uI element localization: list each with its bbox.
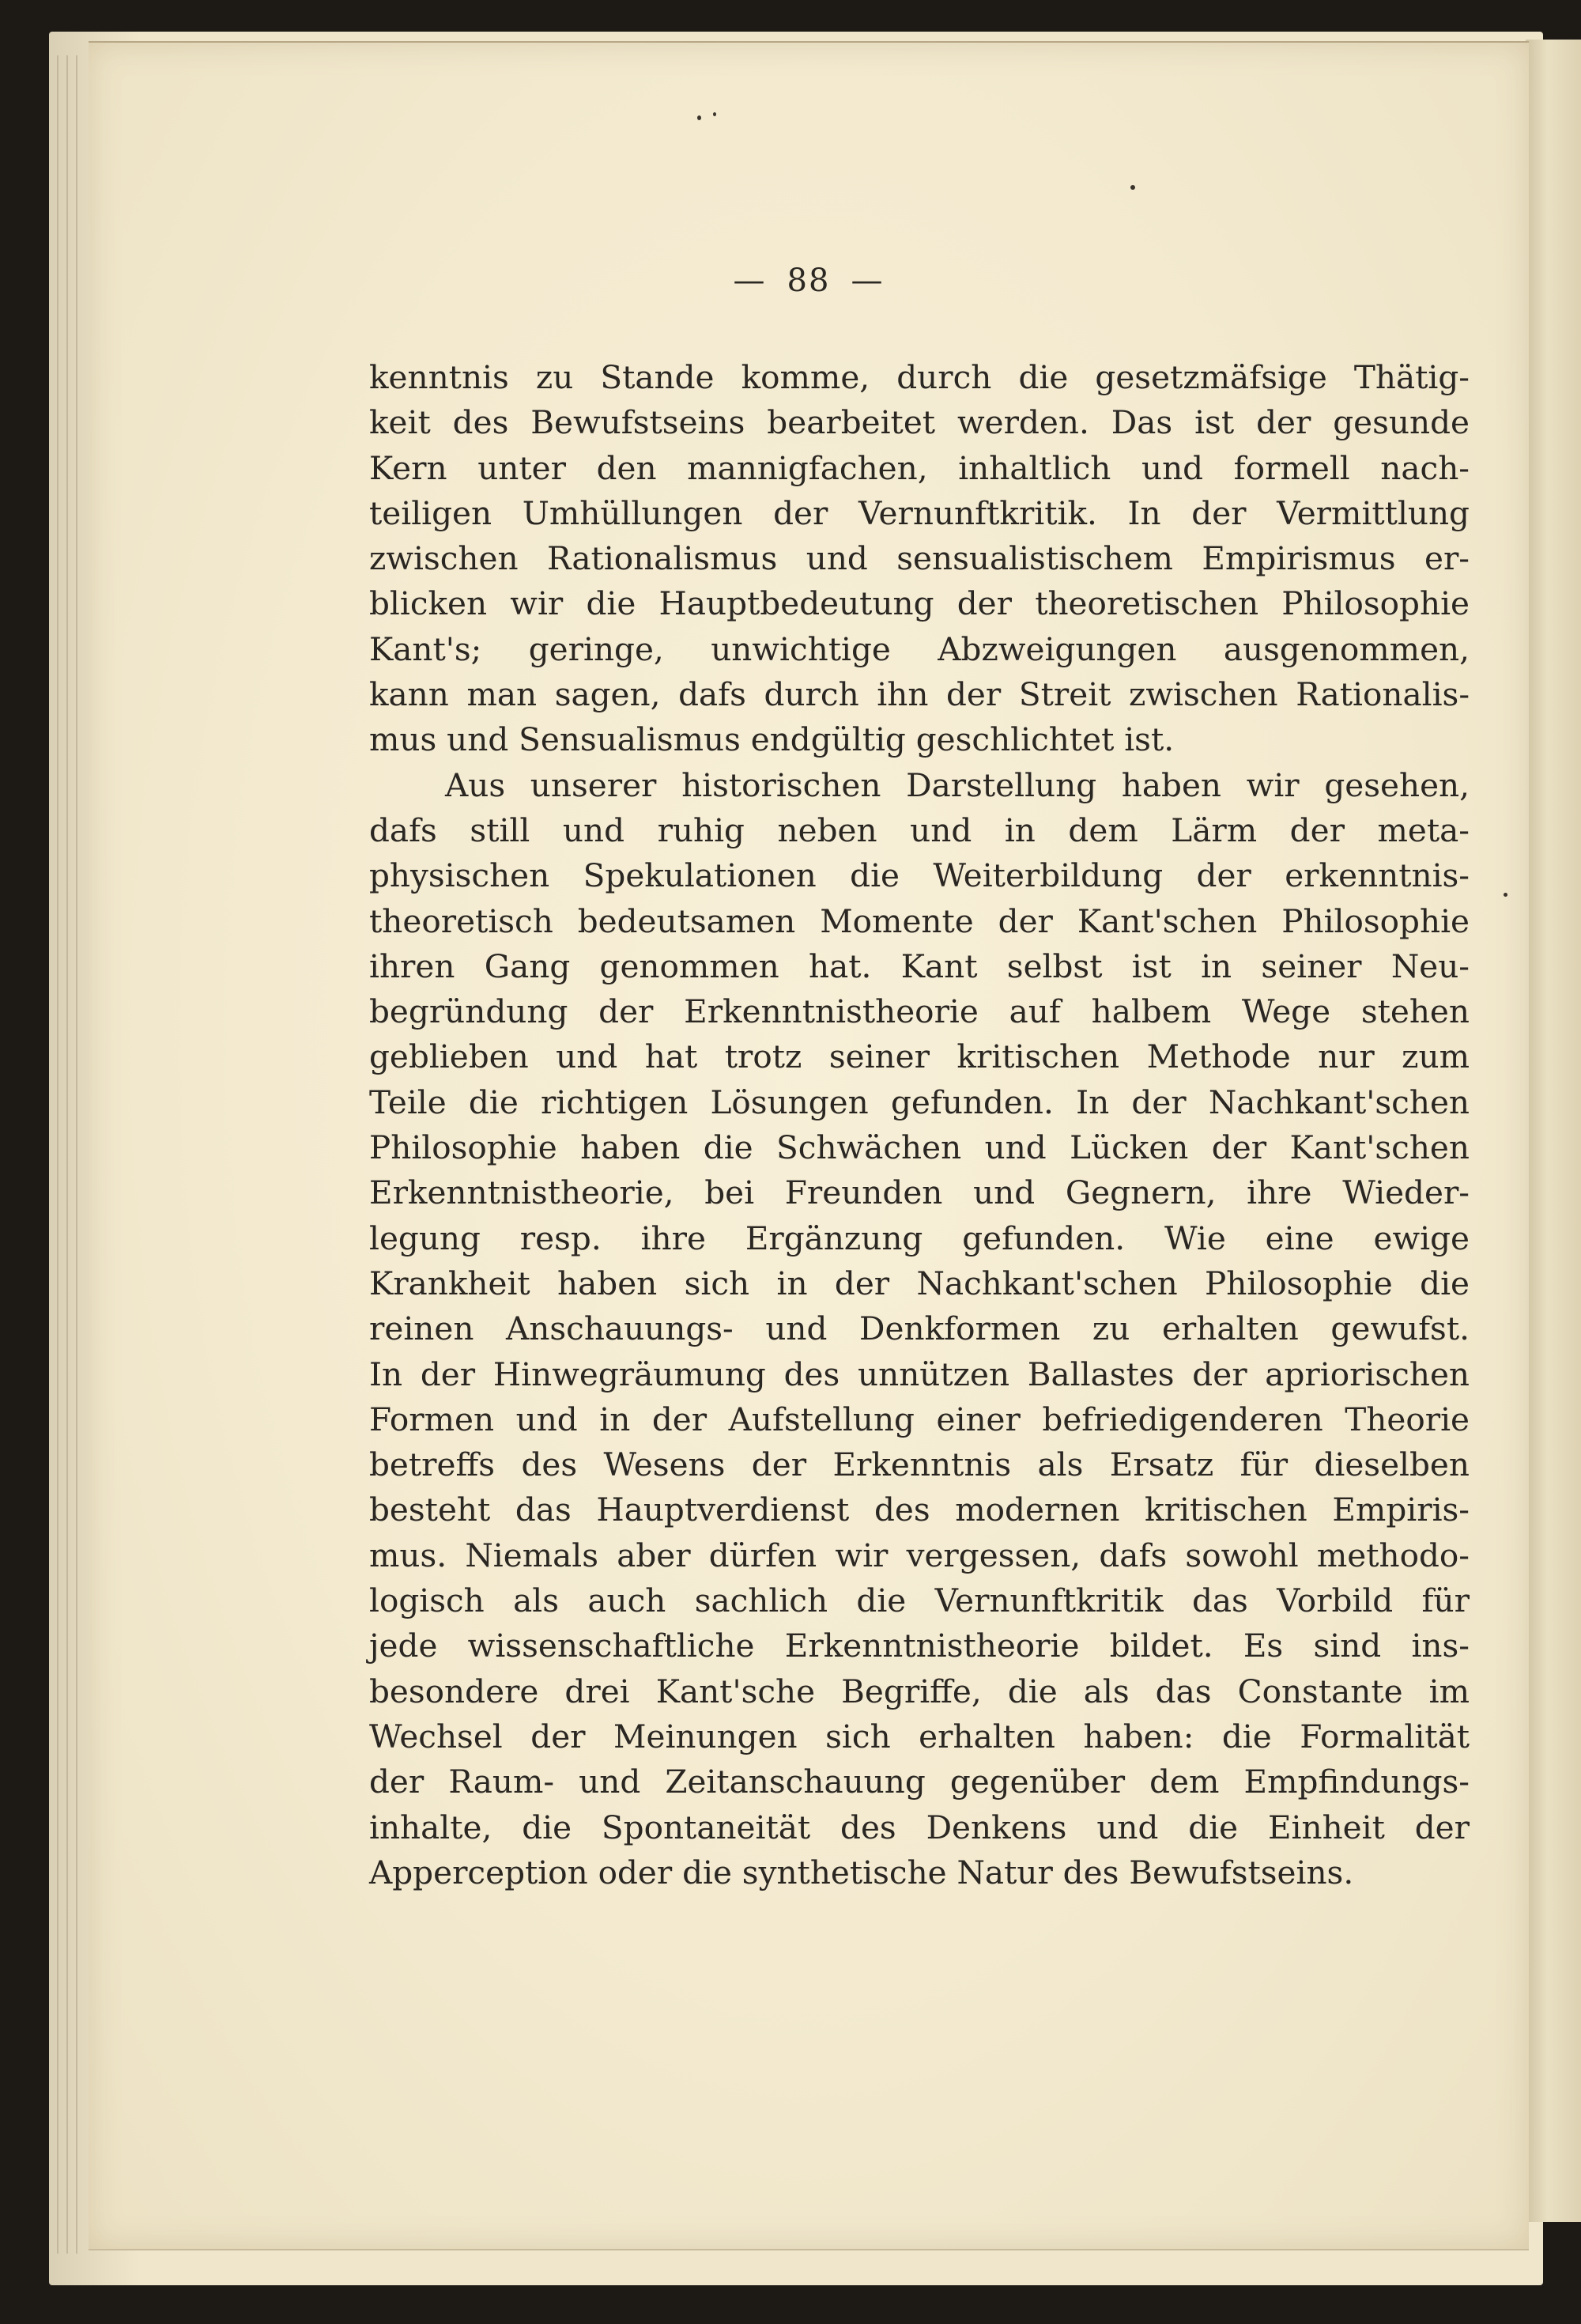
page-edge-line [76,55,77,2254]
text-line: zwischen Rationalismus und sensualistischem Empirismus er- [369,539,1470,578]
text-line: ihren Gang genommen hat. Kant selbst ist in seiner Neu- [369,947,1470,985]
text-line: theoretisch bedeutsamen Momente der Kant'schen Philosophie [369,901,1470,940]
paper-speck [713,112,716,116]
text-line: geblieben und hat trotz seiner kritischen Methode nur zum [369,1037,1470,1076]
text-line: Philosophie haben die Schwächen und Lücken der Kant'schen [369,1128,1470,1167]
text-line: teiligen Umhüllungen der Vernunftkritik. In der Vermittlung [369,493,1470,532]
header-dash-right: — [851,263,885,299]
paper-speck [1130,185,1135,190]
text-line: der Raum- und Zeitanschauung gegenüber dem Empfindungs- [369,1763,1470,1801]
paragraph-end-line: mus und Sensualismus endgültig geschlichtet ist. [369,720,1175,759]
text-line: begründung der Erkenntnistheorie auf halbem Wege stehen [369,992,1470,1031]
text-line: legung resp. ihre Ergänzung gefunden. Wie eine ewige [369,1219,1470,1257]
text-line: mus. Niemals aber dürfen wir vergessen, dafs sowohl methodo- [369,1536,1470,1574]
text-line: inhalte, die Spontaneität des Denkens und die Einheit der [369,1808,1470,1846]
text-line: dafs still und ruhig neben und in dem Lärm der meta- [369,811,1470,849]
body-text [369,355,1470,1895]
text-line: Teile die richtigen Lösungen gefunden. In der Nachkant'schen [369,1083,1470,1121]
text-line: Kern unter den mannigfachen, inhaltlich und formell nach- [369,448,1470,487]
text-line: jede wissenschaftliche Erkenntnistheorie bildet. Es sind ins- [369,1627,1470,1665]
page-header [89,263,1529,299]
text-line: Kant's; geringe, unwichtige Abzweigungen ausgenommen, [369,629,1470,668]
text-line: besteht das Hauptverdienst des modernen kritischen Empiris- [369,1491,1470,1529]
text-line: blicken wir die Hauptbedeutung der theoretischen Philosophie [369,584,1470,623]
text-line: Erkenntnistheorie, bei Freunden und Gegnern, ihre Wieder- [369,1173,1470,1212]
text-line: betreffs des Wesens der Erkenntnis als Ersatz für dieselben [369,1445,1470,1484]
page-number: 88 [787,263,831,299]
text-line: In der Hinwegräumung des unnützen Ballastes der apriorischen [369,1355,1470,1393]
text-line: Krankheit haben sich in der Nachkant'schen Philosophie die [369,1264,1470,1302]
text-line: reinen Anschauungs- und Denkformen zu erhalten gewufst. [369,1309,1470,1348]
book-page [89,41,1529,2250]
text-line: kann man sagen, dafs durch ihn der Streit zwischen Rationalis- [369,675,1470,714]
text-line: kenntnis zu Stande komme, durch die gesetzmäfsige Thätig- [369,358,1470,396]
text-line: besondere drei Kant'sche Begriffe, die als das Constante im [369,1672,1470,1710]
text-line: Formen und in der Aufstellung einer befriedigenderen Theorie [369,1400,1470,1438]
next-page-leaf [1526,40,1581,2222]
text-line: logisch als auch sachlich die Vernunftkritik das Vorbild für [369,1581,1470,1620]
page-edge-line [66,55,68,2254]
paragraph-end-line: Apperception oder die synthetische Natur des Bewufstseins. [369,1853,1354,1891]
paragraph-start-line: Aus unserer historischen Darstellung haben wir gesehen, [445,765,1470,804]
header-dash-left: — [733,263,767,299]
paper-speck [1504,893,1507,897]
text-line: physischen Spekulationen die Weiterbildung der erkenntnis- [369,856,1470,895]
page-edge-line [57,55,58,2254]
text-line: keit des Bewufstseins bearbeitet werden. Das ist der gesunde [369,403,1470,442]
paper-speck [697,115,701,120]
text-line: Wechsel der Meinungen sich erhalten haben: die Formalität [369,1717,1470,1755]
